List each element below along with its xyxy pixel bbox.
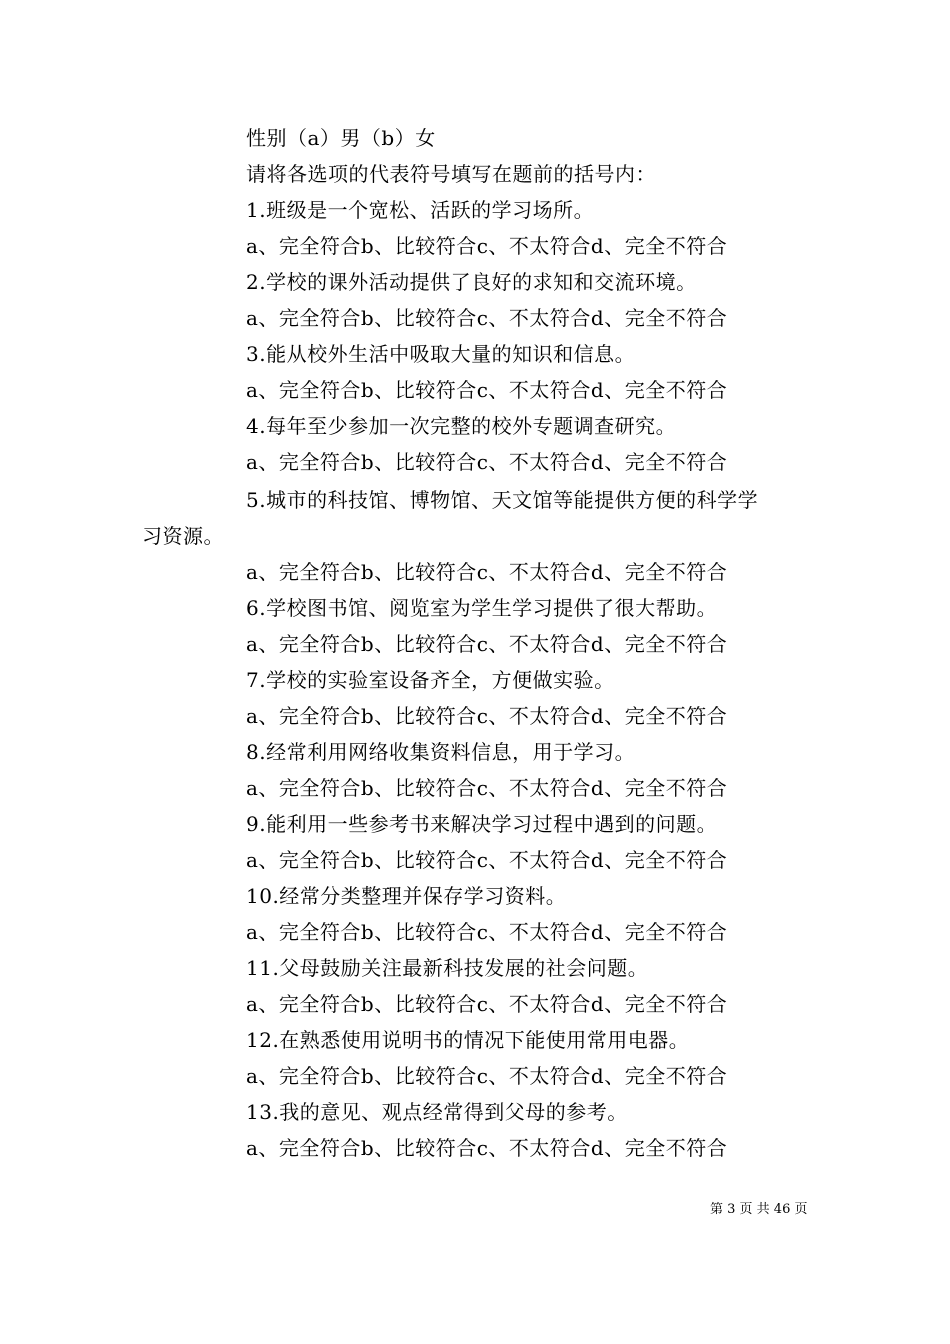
- question-3: 3.能从校外生活中吸取大量的知识和信息。: [246, 342, 636, 366]
- question-12: 12.在熟悉使用说明书的情况下能使用常用电器。: [246, 1028, 690, 1052]
- question-3-options: a、完全符合b、比较符合c、不太符合d、完全不符合: [246, 378, 728, 402]
- question-10-options: a、完全符合b、比较符合c、不太符合d、完全不符合: [246, 920, 728, 944]
- question-11-options: a、完全符合b、比较符合c、不太符合d、完全不符合: [246, 992, 728, 1016]
- question-13-options: a、完全符合b、比较符合c、不太符合d、完全不符合: [246, 1136, 728, 1160]
- question-1: 1.班级是一个宽松、活跃的学习场所。: [246, 198, 595, 222]
- question-5-options: a、完全符合b、比较符合c、不太符合d、完全不符合: [246, 560, 728, 584]
- gender-line: 性别（a）男（b）女: [246, 126, 436, 150]
- question-13: 13.我的意见、观点经常得到父母的参考。: [246, 1100, 628, 1124]
- question-2: 2.学校的课外活动提供了良好的求知和交流环境。: [246, 270, 697, 294]
- question-6-options: a、完全符合b、比较符合c、不太符合d、完全不符合: [246, 632, 728, 656]
- question-8-options: a、完全符合b、比较符合c、不太符合d、完全不符合: [246, 776, 728, 800]
- question-9: 9.能利用一些参考书来解决学习过程中遇到的问题。: [246, 812, 718, 836]
- question-4-options: a、完全符合b、比较符合c、不太符合d、完全不符合: [246, 450, 728, 474]
- question-2-options: a、完全符合b、比较符合c、不太符合d、完全不符合: [246, 306, 728, 330]
- page-number: 第 3 页 共 46 页: [710, 1202, 808, 1217]
- question-6: 6.学校图书馆、阅览室为学生学习提供了很大帮助。: [246, 596, 718, 620]
- instruction-line: 请将各选项的代表符号填写在题前的括号内：: [246, 162, 656, 186]
- question-7-options: a、完全符合b、比较符合c、不太符合d、完全不符合: [246, 704, 728, 728]
- question-4: 4.每年至少参加一次完整的校外专题调查研究。: [246, 414, 677, 438]
- question-8: 8.经常利用网络收集资料信息，用于学习。: [246, 740, 636, 764]
- question-12-options: a、完全符合b、比较符合c、不太符合d、完全不符合: [246, 1064, 728, 1088]
- question-9-options: a、完全符合b、比较符合c、不太符合d、完全不符合: [246, 848, 728, 872]
- question-5-continuation: 习资源。: [142, 524, 224, 548]
- question-10: 10.经常分类整理并保存学习资料。: [246, 884, 567, 908]
- question-7: 7.学校的实验室设备齐全，方便做实验。: [246, 668, 615, 692]
- question-11: 11.父母鼓励关注最新科技发展的社会问题。: [246, 956, 649, 980]
- question-1-options: a、完全符合b、比较符合c、不太符合d、完全不符合: [246, 234, 728, 258]
- question-5: 5.城市的科技馆、博物馆、天文馆等能提供方便的科学学: [246, 488, 759, 512]
